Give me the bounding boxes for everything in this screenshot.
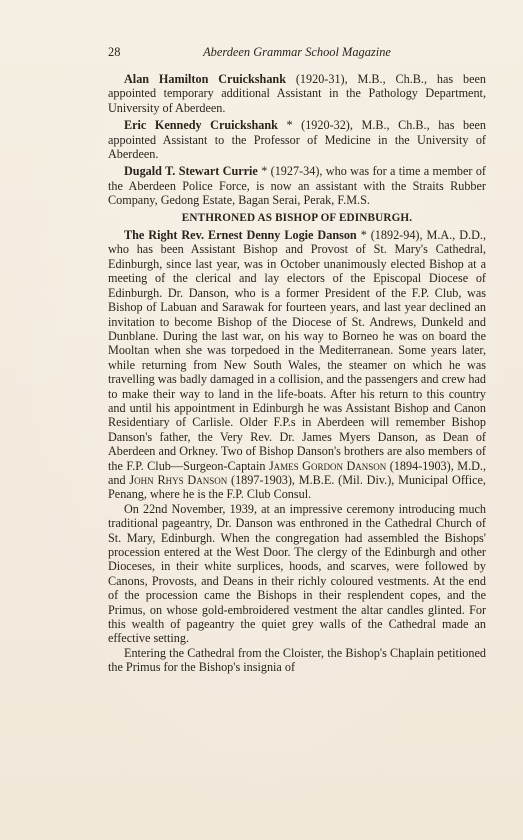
article-body <box>108 72 486 675</box>
paragraph-danson <box>108 228 486 502</box>
paragraph-text: (1894-1903), M.D., and <box>108 458 487 487</box>
section-heading: ENTHRONED AS BISHOP OF EDINBURGH. <box>181 211 413 224</box>
paragraph-text: * (1920-32), M.B., Ch.B., has been appointed Assistant to the Professor of Medicine in the University of Aberdeen. <box>108 118 487 162</box>
paragraph-cruickshank-alan <box>108 72 486 115</box>
journal-title: Aberdeen Grammar School Magazine <box>203 45 391 59</box>
paragraph-text: (1897-1903), M.B.E. (Mil. Div.), Municipal Office, Penang, where he is the F.P. Club Consul. <box>108 472 486 502</box>
page-number: 28 <box>108 45 121 59</box>
paragraph-ceremony: On 22nd November, 1939, at an impressive ceremony introducing much traditional pageantry, Dr. Danson was enthroned in the Cathedral Church of St. Mary, Edinburgh. When the congregation had assembled the Bishops' procession entered at the West Door. The clergy of the Edinburgh and other Dioceses, in their white surplices, hoods, and scarves, were followed by Canons, Provosts, and Deans in their richly coloured vestments. At the end of the procession came the Bishops in their resplendent copes, and the Primus, on whose gold-embroidered vestment the altar candles glinted. For this wealth of pageantry the quiet grey walls of the Cathedral made an effective setting. <box>108 501 486 646</box>
person-name: The Right Rev. Ernest Denny Logie Danson <box>124 228 357 243</box>
paragraph-text: * (1927-34), who was for a time a member of the Aberdeen Police Force, is now an assistant with the Straits Rubber Company, Gedong Estate, Bagan Serai, Perak, F.M.S. <box>108 164 486 208</box>
small-caps-name: John Rhys Danson <box>129 472 228 487</box>
paragraph-currie <box>108 164 486 207</box>
person-name: Eric Kennedy Cruickshank <box>124 118 278 133</box>
person-name: Alan Hamilton Cruickshank <box>124 72 286 86</box>
small-caps-name: James Gordon Danson <box>268 458 387 473</box>
paragraph-cloister: Entering the Cathedral from the Cloister, the Bishop's Chaplain petitioned the Primus for the Bishop's insignia of <box>108 645 486 675</box>
person-name: Dugald T. Stewart Currie <box>124 164 258 179</box>
paragraph-cruickshank-eric <box>108 118 486 161</box>
paragraph-text: * (1892-94), M.A., D.D., who has been Assistant Bishop and Provost of St. Mary's Cathedral, Edinburgh, since last year, was in October unanimously elected Bishop at a meeting of the clerical and lay electors of the Episcopal Diocese of Edinburgh. Dr. Danson, who is a former President of the F.P. Club, was Bishop of Labuan and Sarawak for fourteen years, and last year declined an invitation to become Bishop of the Diocese of St. Andrews, Dunkeld and Dunblane. During the last war, on his way to Borneo he was on board the Mooltan when she was torpedoed in the Mediterranean. Some years later, while returning from New South Wales, the steamer on which he was travelling was badly damaged in a collision, and the passengers and crew had to make their way to land in the life-boats. After his return to this country and until his appointment in Edinburgh he was Assistant Bishop and Canon Residentiary of Carlisle. Older F.P.s in Aberdeen will remember Bishop Danson's father, the Very Rev. Dr. James Myers Danson, as Dean of Aberdeen and Orkney. Two of Bishop Danson's brothers are also members of the F.P. Club—Surgeon-Captain <box>108 228 486 473</box>
running-head <box>108 45 486 59</box>
paragraph-text: (1920-31), M.B., Ch.B., has been appointed temporary additional Assistant in the Pathology Department, University of Aberdeen. <box>108 72 486 115</box>
